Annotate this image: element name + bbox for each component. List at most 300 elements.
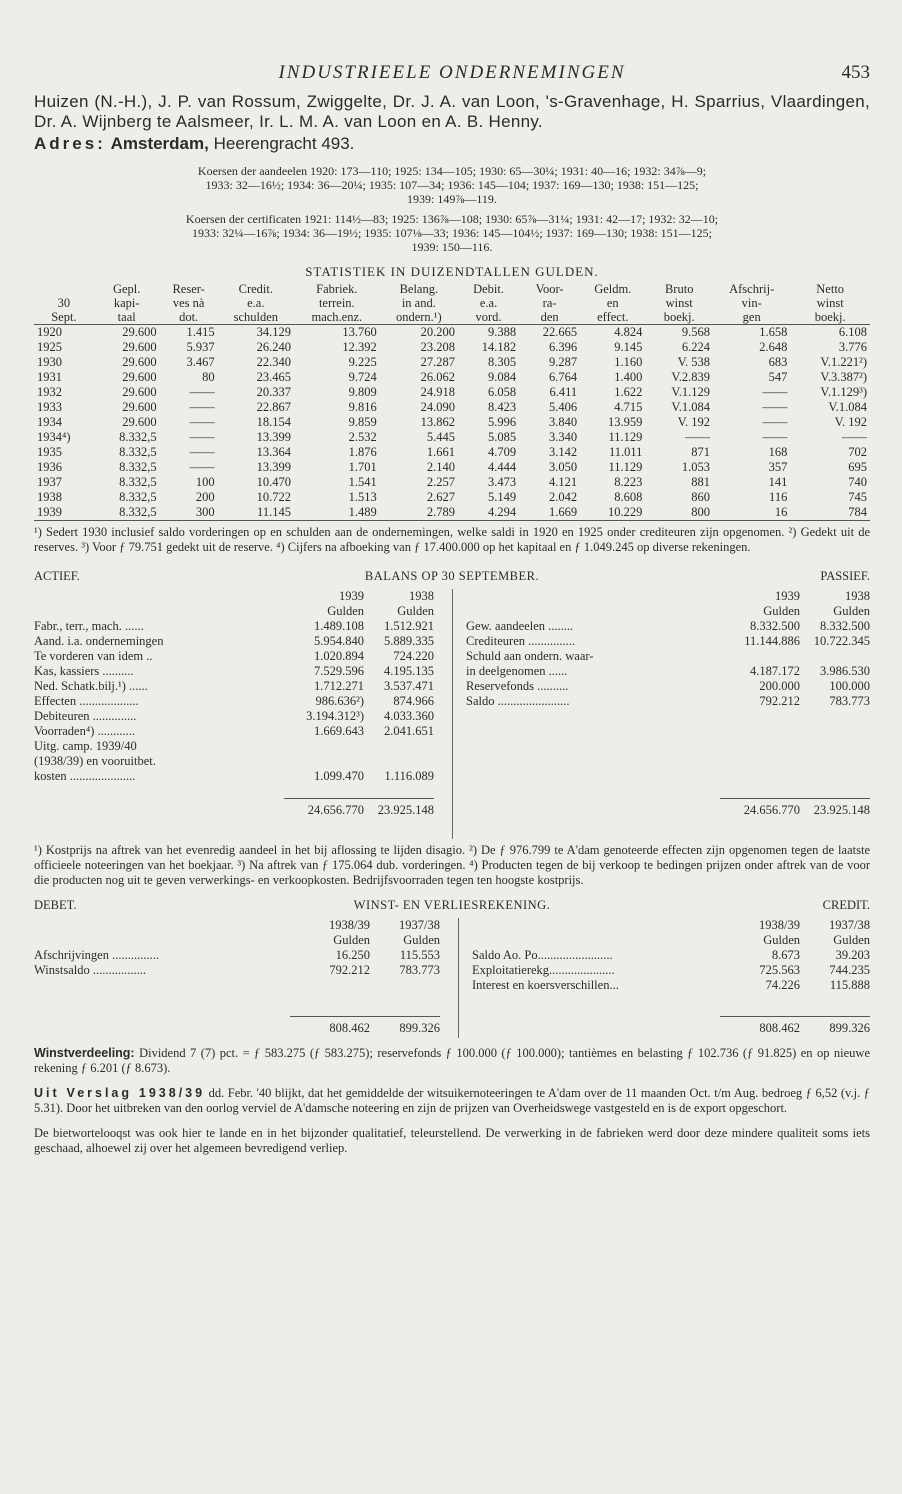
column-header: Gepl. [112, 282, 141, 296]
address-label: Adres: [34, 134, 106, 153]
value-cell: 986.636²) [315, 694, 364, 708]
row-label: Fabr., terr., mach. ...... [34, 619, 144, 633]
address-line [34, 134, 870, 154]
table-cell: 9.816 [348, 400, 377, 414]
list-item [34, 664, 434, 679]
value-cell: 1938 [409, 589, 434, 603]
row-label: Gew. aandeelen ........ [466, 619, 574, 633]
row-label: Interest en koersverschillen... [472, 978, 619, 992]
value-cell: 4.195.135 [384, 664, 434, 678]
value-cell: Gulden [327, 604, 364, 618]
value-cell: 1937/38 [399, 918, 440, 932]
column-header: mach.enz. [311, 310, 363, 324]
column-header: e.a. [247, 296, 265, 310]
table-cell: V.1.084 [671, 400, 710, 414]
table-cell: 1.669 [549, 505, 578, 519]
column-header: effect. [597, 310, 629, 324]
row-year: 1939 [37, 505, 62, 519]
total-rule [720, 1016, 870, 1017]
list-item [34, 724, 434, 739]
table-cell: V. 192 [834, 415, 867, 429]
list-item [34, 948, 440, 963]
row-label [472, 918, 730, 933]
row-label: Winstsaldo ................. [34, 963, 146, 977]
certificate-prices [34, 212, 870, 254]
table-row [34, 460, 870, 475]
actief-column [34, 589, 434, 818]
directors-list: Huizen (N.-H.), J. P. van Rossum, Zwiggelte, Dr. J. A. van Loon, 's-Gravenhage, H. Sparrius, Vlaardingen, Dr. A. Wijnberg te Aalsmeer, Ir. L. M. A. van Loon en A. B. Henny. [34, 92, 870, 131]
spacer [34, 978, 440, 1016]
table-cell: 5.996 [487, 415, 517, 429]
table-cell: —— [189, 445, 215, 459]
table-cell: 702 [848, 445, 867, 459]
share-prices-line: Koersen der aandeelen 1920: 173—110; 1925: 134—105; 1930: 65—30¼; 1931: 40—16; 1932: 34⅞—9; [197, 164, 707, 178]
value-cell: 1939 [775, 589, 800, 603]
value-cell: 115.553 [399, 948, 440, 962]
column-header: schulden [233, 310, 279, 324]
value-cell [730, 649, 800, 664]
table-cell: 6.224 [681, 340, 710, 354]
year-header [466, 589, 870, 604]
table-row [34, 505, 870, 521]
list-item [34, 769, 434, 784]
table-cell: 5.149 [487, 490, 517, 504]
list-item [34, 619, 434, 634]
value-cell: 11.144.886 [744, 634, 800, 648]
balance-footnotes: ¹) Kostprijs na aftrek van het evenredig aandeel in het bij aflossing te lijden disagio. ²) De ƒ 976.799 te A'dam genoteerde effecten zijn opgenomen tegen de laatste officieele noteeringen van het boekjaar. ³) Na aftrek van ƒ 175.064 dub. vorderingen. ⁴) Producten tegen de bij verkoop te bedingen prijzen onder aftrek van de voor die producten nog uit te geven verwerkings- en verkoopkosten. Bedrijfsvoorraden tegen ten hoogste kostprijs. [34, 843, 870, 887]
value-cell: 4.033.360 [384, 709, 434, 723]
list-item [466, 694, 870, 709]
value-cell: 1938/39 [759, 918, 800, 932]
table-cell: 18.154 [256, 415, 291, 429]
table-cell: 2.648 [759, 340, 788, 354]
debet-label: DEBET. [34, 898, 77, 912]
table-cell: 9.225 [348, 355, 377, 369]
table-cell: 2.789 [426, 505, 455, 519]
table-cell: 2.627 [426, 490, 455, 504]
table-cell: V.1.084 [828, 400, 867, 414]
unit-header [34, 933, 440, 948]
address-city: Amsterdam, [110, 134, 209, 153]
table-cell: 8.223 [614, 475, 643, 489]
row-label: Voorraden⁴) ............ [34, 724, 135, 738]
table-cell: 8.332,5 [119, 490, 157, 504]
list-item [34, 963, 440, 978]
table-cell: 11.145 [257, 505, 291, 519]
value-cell [364, 754, 434, 769]
row-label: Uitg. camp. 1939/40 [34, 739, 137, 753]
table-cell: 5.445 [426, 430, 455, 444]
profit-distribution-text: Dividend 7 (7) pct. = ƒ 583.275 (ƒ 583.275); reservefonds ƒ 100.000 (ƒ 100.000); tantièmes en belasting ƒ 102.736 (ƒ 91.825) en op nieuwe rekening ƒ 6.201 (ƒ 8.673). [34, 1046, 871, 1075]
table-cell: 168 [768, 445, 788, 459]
column-header: dot. [179, 310, 199, 324]
table-cell: 13.399 [256, 460, 291, 474]
row-label: Exploitatierekg..................... [472, 963, 615, 977]
pl-title: WINST- EN VERLIESREKENING. [353, 898, 551, 912]
row-label [466, 589, 730, 604]
value-cell: 1.489.108 [314, 619, 364, 633]
table-cell: V. 538 [677, 355, 710, 369]
value-cell: 74.226 [765, 978, 800, 992]
row-year: 1925 [37, 340, 62, 354]
row-label: Te vorderen van idem .. [34, 649, 153, 663]
statistics-header [34, 282, 870, 325]
column-header: vin- [741, 296, 762, 310]
table-cell: 12.392 [342, 340, 377, 354]
list-item [472, 978, 870, 993]
value-cell: 3.986.530 [820, 664, 870, 678]
value-cell: 1.712.271 [314, 679, 364, 693]
table-cell: 6.411 [549, 385, 578, 399]
table-cell: 3.473 [487, 475, 517, 489]
table-row [34, 385, 870, 400]
row-label: Crediteuren ............... [466, 634, 576, 648]
unit-header [34, 604, 434, 619]
table-cell: 5.085 [487, 430, 517, 444]
table-row [34, 430, 870, 445]
table-cell: —— [762, 400, 788, 414]
share-prices-line: 1933: 32—16½; 1934: 36—20¼; 1935: 107—34; 1936: 145—104; 1937: 169—130; 1938: 151—125; [205, 178, 699, 192]
table-cell: 4.715 [614, 400, 643, 414]
page-number: 453 [841, 62, 870, 83]
list-item [34, 694, 434, 709]
table-cell: 6.764 [549, 370, 578, 384]
balance-heading [34, 569, 870, 585]
table-cell: 9.287 [549, 355, 578, 369]
column-header: Credit. [238, 282, 273, 296]
column-header: in and. [401, 296, 436, 310]
row-year: 1930 [37, 355, 62, 369]
total-row [34, 1021, 440, 1036]
table-cell: 16 [774, 505, 788, 519]
table-cell: 5.406 [549, 400, 578, 414]
table-cell: —— [189, 385, 215, 399]
table-row [34, 325, 870, 341]
page [34, 58, 870, 1156]
table-cell: 9.809 [348, 385, 377, 399]
row-label [34, 933, 300, 948]
value-cell: 39.203 [835, 948, 870, 962]
table-cell: 300 [195, 505, 215, 519]
table-cell: 871 [691, 445, 710, 459]
row-label: Schuld aan ondern. waar- [466, 649, 594, 663]
table-cell: 141 [768, 475, 788, 489]
value-cell: 200.000 [759, 679, 800, 693]
table-cell: —— [762, 430, 788, 444]
table-cell: 29.600 [122, 340, 157, 354]
table-cell: 22.867 [256, 400, 291, 414]
table-cell: 1.415 [186, 325, 215, 339]
list-item [466, 619, 870, 634]
value-cell [364, 739, 434, 754]
table-cell: 22.340 [256, 355, 291, 369]
row-label: Saldo Ao. Po........................ [472, 948, 613, 962]
value-cell: 23.925.148 [813, 803, 870, 817]
table-cell: 13.862 [420, 415, 455, 429]
column-header: Afschrij- [729, 282, 775, 296]
value-cell: Gulden [833, 604, 870, 618]
value-cell: 808.462 [759, 1021, 800, 1035]
list-item [466, 649, 870, 664]
table-cell: 23.465 [256, 370, 291, 384]
table-cell: 8.608 [614, 490, 643, 504]
value-cell: 792.212 [329, 963, 370, 977]
list-item [34, 679, 434, 694]
value-cell: 16.250 [335, 948, 370, 962]
row-label [466, 803, 730, 818]
table-cell: 13.364 [256, 445, 291, 459]
table-cell: 1.701 [348, 460, 377, 474]
column-header: Voor- [535, 282, 564, 296]
row-label: Ned. Schatk.bilj.¹) ...... [34, 679, 148, 693]
row-year: 1931 [37, 370, 62, 384]
column-header: ondern.¹) [395, 310, 442, 324]
row-label [34, 1021, 300, 1036]
list-item [472, 948, 870, 963]
value-cell: Gulden [763, 604, 800, 618]
table-cell: 3.776 [838, 340, 867, 354]
value-cell: 808.462 [329, 1021, 370, 1035]
table-cell: 1.513 [348, 490, 377, 504]
profit-distribution-label: Winstverdeeling: [34, 1046, 135, 1060]
table-cell: 8.332,5 [119, 475, 157, 489]
balance-sheet [34, 569, 870, 839]
table-cell: 740 [848, 475, 867, 489]
value-cell: 24.656.770 [743, 803, 800, 817]
balance-notes [34, 843, 870, 888]
value-cell: 744.235 [829, 963, 870, 977]
table-cell: 26.240 [256, 340, 291, 354]
value-cell: 115.888 [829, 978, 870, 992]
table-cell: 10.722 [256, 490, 291, 504]
value-cell: 1.020.894 [314, 649, 364, 663]
total-row [34, 803, 434, 818]
table-cell: 683 [768, 355, 788, 369]
value-cell: 725.563 [759, 963, 800, 977]
table-cell: 11.129 [608, 430, 643, 444]
value-cell: 874.966 [393, 694, 434, 708]
table-cell: 29.600 [122, 415, 157, 429]
column-header: Fabriek. [316, 282, 358, 296]
table-cell: 1.661 [426, 445, 455, 459]
table-cell: 9.084 [487, 370, 517, 384]
row-label: Aand. i.a. ondernemingen [34, 634, 164, 648]
report-label: Uit Verslag 1938/39 [34, 1086, 206, 1100]
list-item [34, 709, 434, 724]
value-cell: 1937/38 [829, 918, 870, 932]
row-label: in deelgenomen ...... [466, 664, 568, 678]
table-row [34, 415, 870, 430]
actief-label: ACTIEF. [34, 569, 80, 583]
value-cell [294, 754, 364, 769]
table-cell: 1.160 [614, 355, 643, 369]
table-cell: 6.058 [487, 385, 517, 399]
column-header: Belang. [399, 282, 439, 296]
table-row [34, 475, 870, 490]
table-cell: —— [685, 430, 710, 444]
value-cell: 5.954.840 [314, 634, 364, 648]
table-cell: 3.467 [186, 355, 215, 369]
value-cell: Gulden [833, 933, 870, 947]
column-header: gen [742, 310, 761, 324]
table-cell: 6.108 [838, 325, 867, 339]
value-cell: 10.722.345 [813, 634, 870, 648]
running-title: INDUSTRIEELE ONDERNEMINGEN [278, 62, 626, 83]
total-rule [284, 798, 434, 799]
table-cell: 357 [768, 460, 788, 474]
table-cell: 1.489 [348, 505, 377, 519]
year-header [472, 918, 870, 933]
column-header: Netto [816, 282, 845, 296]
table-cell: V.3.387²) [820, 370, 867, 384]
table-cell: 695 [848, 460, 867, 474]
table-row [34, 445, 870, 460]
value-cell [800, 649, 870, 664]
total-rule [290, 1016, 440, 1017]
value-cell: Gulden [763, 933, 800, 947]
table-cell: 29.600 [122, 325, 157, 339]
value-cell: 783.773 [829, 694, 870, 708]
table-cell: 3.340 [549, 430, 578, 444]
table-cell: 23.208 [420, 340, 455, 354]
profit-loss [34, 898, 870, 1038]
table-cell: 2.140 [426, 460, 455, 474]
list-item [472, 963, 870, 978]
column-header: Sept. [51, 310, 77, 324]
table-cell: 116 [769, 490, 788, 504]
table-cell: 9.859 [348, 415, 377, 429]
pl-divider [458, 918, 459, 1038]
table-cell: —— [189, 415, 215, 429]
table-cell: 8.332,5 [119, 445, 157, 459]
value-cell: 899.326 [829, 1021, 870, 1035]
row-label [34, 589, 294, 604]
value-cell: 1.116.089 [384, 769, 434, 783]
row-label: kosten ..................... [34, 769, 136, 783]
balance-divider [452, 589, 453, 839]
statistics-notes [34, 525, 870, 555]
table-cell: 29.600 [122, 400, 157, 414]
table-cell: 100 [195, 475, 215, 489]
statistics-footnotes: ¹) Sedert 1930 inclusief saldo vorderingen op en schulden aan de ondernemingen, welke saldi in 1920 en 1925 onder crediteuren zijn opgenomen. ²) Gedekt uit de reserves. ³) Voor ƒ 79.751 gedekt uit de reserve. ⁴) Cijfers na afboeking van ƒ 17.400.000 op het kapitaal en ƒ 1.049.245 op diverse rekeningen. [34, 525, 870, 554]
table-cell: 860 [691, 490, 710, 504]
list-item [466, 679, 870, 694]
table-cell: 745 [848, 490, 867, 504]
column-header: e.a. [479, 296, 498, 310]
table-cell: 881 [691, 475, 710, 489]
table-cell: 800 [691, 505, 710, 519]
credit-label: CREDIT. [822, 898, 870, 912]
row-label: Saldo ....................... [466, 694, 570, 708]
row-year: 1937 [37, 475, 62, 489]
table-cell: —— [762, 415, 788, 429]
row-label: Kas, kassiers .......... [34, 664, 134, 678]
table-cell: 4.824 [614, 325, 643, 339]
row-year: 1938 [37, 490, 62, 504]
table-cell: 8.332,5 [119, 430, 157, 444]
balance-title: BALANS OP 30 SEPTEMBER. [364, 569, 540, 583]
value-cell: 8.332.500 [820, 619, 870, 633]
value-cell: 1.669.643 [314, 724, 364, 738]
statistics-body [34, 325, 870, 521]
row-year: 1936 [37, 460, 62, 474]
table-cell: 29.600 [122, 370, 157, 384]
value-cell: Gulden [397, 604, 434, 618]
column-header [34, 282, 94, 296]
total-row [466, 803, 870, 818]
report-paragraph [34, 1086, 870, 1116]
value-cell: 7.529.596 [314, 664, 364, 678]
table-cell: 2.042 [549, 490, 578, 504]
table-cell: V.2.839 [671, 370, 710, 384]
row-label [34, 918, 300, 933]
statistics-table [34, 282, 870, 521]
table-cell: 13.959 [608, 415, 643, 429]
statistics-title: STATISTIEK IN DUIZENDTALLEN GULDEN. [305, 264, 599, 279]
pl-heading [34, 898, 870, 914]
table-row [34, 490, 870, 505]
value-cell: Gulden [403, 933, 440, 947]
value-cell: 792.212 [759, 694, 800, 708]
row-year: 1920 [37, 325, 62, 339]
credit-column [472, 918, 870, 1036]
table-cell: 24.090 [420, 400, 455, 414]
table-cell: 9.724 [348, 370, 377, 384]
value-cell: 100.000 [829, 679, 870, 693]
profit-distribution [34, 1046, 870, 1076]
table-cell: V.1.129³) [820, 385, 867, 399]
table-cell: 4.709 [487, 445, 517, 459]
share-prices [34, 164, 870, 206]
closing-paragraph: De bietwortelooqst was ook hier te lande en in het bijzonder qualitatief, teleurstellend. De verwerking in de fabrieken werd door deze mindere qualiteit soms iets geschaad, alhoewel zij over het algemeen bevredigend verliep. [34, 1126, 870, 1155]
report-text: dd. Febr. '40 blijkt, dat het gemiddelde der witsuikernoteeringen te A'dam over de 11 maanden Oct. t/m Aug. bedroeg ƒ 6,52 (v.j. ƒ 5.31). Door het uitbreken van den oorlog verviel de A'damsche noteering en zijn de prijzen van Overheidswege vastgesteld en is de export opgeschort. [34, 1086, 871, 1115]
value-cell: Gulden [333, 933, 370, 947]
table-cell: —— [189, 430, 215, 444]
table-row [34, 355, 870, 370]
statistics-header-row [34, 310, 870, 325]
value-cell: 1.099.470 [314, 769, 364, 783]
row-year: 1934 [37, 415, 62, 429]
value-cell: 1938/39 [329, 918, 370, 932]
statistics-header-row [34, 296, 870, 310]
value-cell: 1938 [845, 589, 870, 603]
table-cell: 8.332,5 [119, 505, 157, 519]
spacer [466, 709, 870, 798]
table-cell: 29.600 [122, 355, 157, 369]
column-header: Debit. [473, 282, 504, 296]
table-cell: 1.053 [681, 460, 710, 474]
table-cell: 2.532 [348, 430, 377, 444]
value-cell: 4.187.172 [750, 664, 800, 678]
table-cell: 1.400 [614, 370, 643, 384]
value-cell: 23.925.148 [377, 803, 434, 817]
spacer [472, 993, 870, 1016]
total-rule [720, 798, 870, 799]
row-label: Reservefonds .......... [466, 679, 569, 693]
unit-header [472, 933, 870, 948]
table-cell: 8.423 [487, 400, 517, 414]
column-header: den [540, 310, 559, 324]
table-cell: —— [189, 460, 215, 474]
value-cell: 5.889.335 [384, 634, 434, 648]
row-label [466, 604, 730, 619]
row-label [472, 1021, 730, 1036]
table-cell: 11.011 [608, 445, 643, 459]
table-cell: 14.182 [481, 340, 517, 354]
table-cell: 80 [202, 370, 215, 384]
table-cell: 20.337 [256, 385, 291, 399]
column-header: en [606, 296, 619, 310]
